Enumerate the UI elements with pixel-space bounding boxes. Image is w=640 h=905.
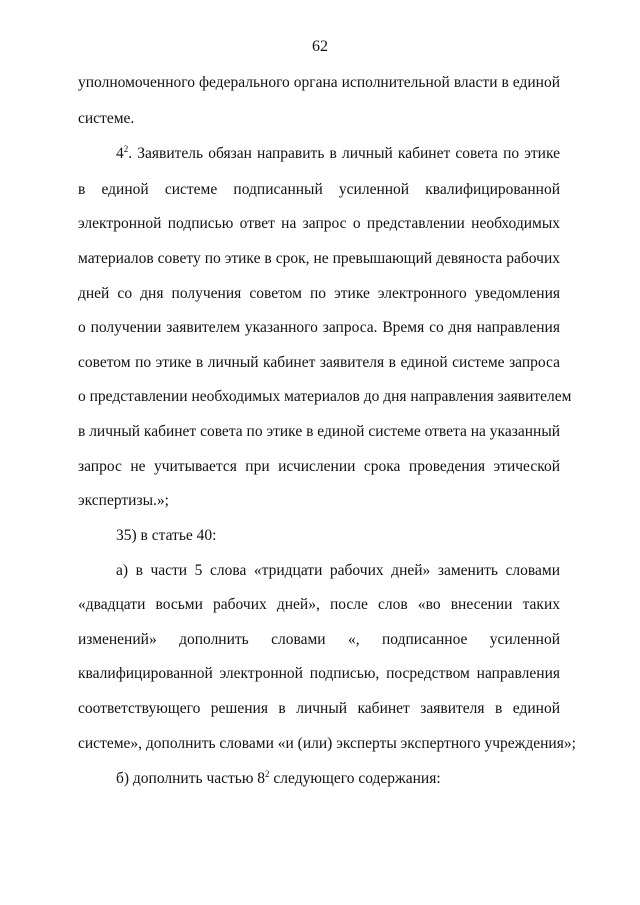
page-number: 62 <box>312 38 328 55</box>
text-line: электронной подписью ответ на запрос о представлении необходимых <box>78 215 560 232</box>
text-line: запрос не учитывается при исчислении срока проведения этической <box>78 458 560 475</box>
text-line: 35) в статье 40: <box>116 527 217 544</box>
text-line: соответствующего решения в личный кабинет заявителя в единой <box>78 700 560 717</box>
text-line: советом по этике в личный кабинет заявителя в единой системе запроса <box>78 354 560 371</box>
text-line: экспертизы.»; <box>78 492 169 509</box>
text-line: в личный кабинет совета по этике в единой системе ответа на указанный <box>78 423 561 440</box>
text-line: уполномоченного федерального органа исполнительной власти в единой <box>78 74 560 91</box>
text-line: о получении заявителем указанного запроса. Время со дня направления <box>78 319 560 336</box>
text-line: квалифицированной электронной подписью, посредством направления <box>78 665 560 682</box>
text-line: материалов совету по этике в срок, не превышающий девяноста рабочих <box>78 250 560 267</box>
text-fragment: б) дополнить частью 8 <box>116 770 266 787</box>
text-line: изменений» дополнить словами «, подписанное усиленной <box>78 631 560 648</box>
item-superscript: 2 <box>123 143 129 154</box>
text-line: «двадцати восьми рабочих дней», после слов «во внесении таких <box>78 596 560 613</box>
text-line: о представлении необходимых материалов до дня направления заявителем <box>78 388 572 405</box>
text-line: а) в части 5 слова «тридцати рабочих дней» заменить словами <box>116 562 560 579</box>
paragraph-start-line <box>116 144 560 164</box>
item-number: 4 <box>116 145 124 162</box>
text-line: системе. <box>78 110 135 127</box>
text-line: в единой системе подписанный усиленной квалифицированной <box>78 181 560 198</box>
text-line: дней со дня получения советом по этике электронного уведомления <box>78 285 560 302</box>
part-superscript: 2 <box>265 768 270 779</box>
paragraph-start-line <box>116 769 560 789</box>
text-fragment: следующего содержания: <box>269 770 441 787</box>
text-line: системе», дополнить словами «и (или) эксперты экспертного учреждения»; <box>78 735 576 752</box>
text-fragment: . Заявитель обязан направить в личный кабинет совета по этике <box>128 145 560 162</box>
